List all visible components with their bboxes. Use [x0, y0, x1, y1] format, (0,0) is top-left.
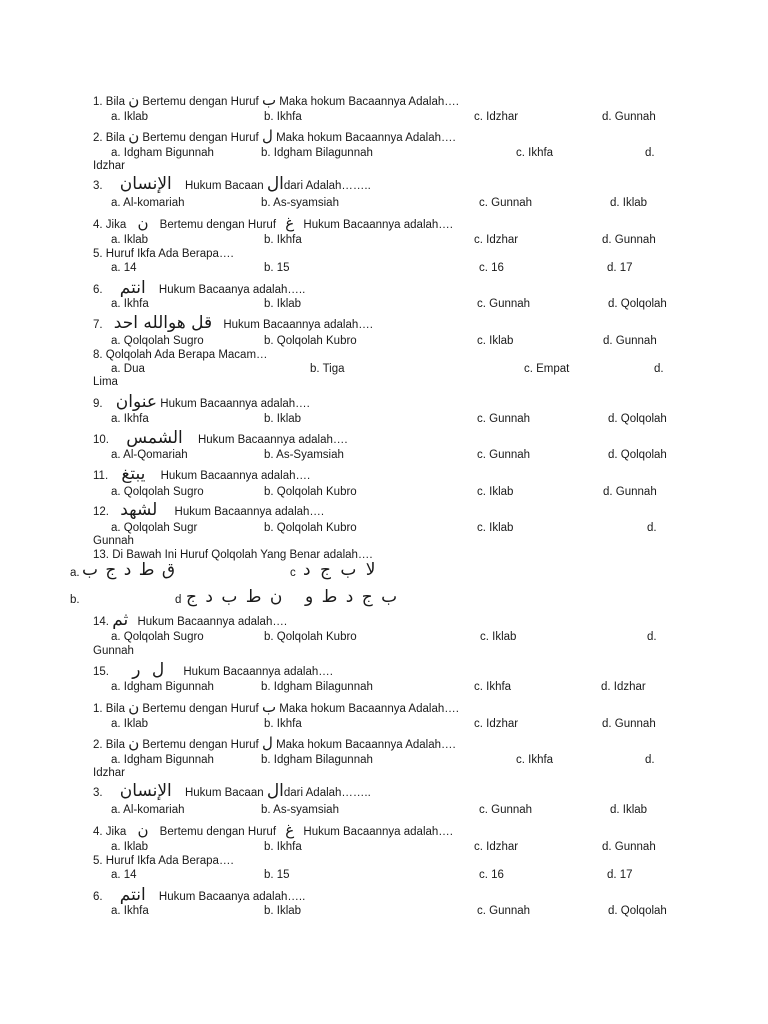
options-3: a. Al-komariah b. As-syamsiah c. Gunnah d. Iklab	[111, 197, 648, 209]
options-6: a. Ikhfa b. Iklab c. Gunnah d. Qolqolah	[111, 298, 667, 310]
options-10: a. Al-Qomariah b. As-Syamsiah c. Gunnah d. Qolqolah	[111, 449, 667, 461]
options-4: a. Iklab b. Ikhfa c. Idzhar d. Gunnah	[111, 234, 656, 246]
options-6-repeat: a. Ikhfa b. Iklab c. Gunnah d. Qolqolah	[111, 905, 667, 917]
question-7: 7. قل هوالله احد Hukum Bacaannya adalah….	[93, 313, 373, 333]
question-4-repeat: 4. Jika ن Bertemu dengan Huruf غ Hukum Bacaannya adalah….	[93, 821, 453, 839]
options-1-repeat: a. Iklab b. Ikhfa c. Idzhar d. Gunnah	[111, 718, 656, 730]
question-5-repeat: 5. Huruf Ikfa Ada Berapa….	[93, 855, 234, 867]
options-8: a. Dua b. Tiga c. Empat d.	[111, 363, 664, 375]
question-15: 15. ل ر Hukum Bacaannya adalah….	[93, 660, 333, 680]
options-15: a. Idgham Bigunnah b. Idgham Bilagunnah c. Ikhfa d. Idzhar	[111, 681, 646, 693]
options-13-line-1: a. ق ط د ج ب c لا ب ج د	[70, 560, 376, 580]
options-1: a. Iklab b. Ikhfa c. Idzhar d. Gunnah	[111, 111, 656, 123]
options-12: a. Qolqolah Sugr b. Qolqolah Kubro c. Iklab d.	[111, 522, 657, 534]
options-14: a. Qolqolah Sugro b. Qolqolah Kubro c. Iklab d.	[111, 631, 657, 643]
question-2-repeat: 2. Bila ن Bertemu dengan Huruf ل Maka hokum Bacaannya Adalah….	[93, 734, 456, 752]
question-3: 3. الإنسان Hukum Bacaan الdari Adalah……..	[93, 174, 371, 194]
arabic-letter: ن	[128, 91, 140, 109]
question-11: 11. يبتغ Hukum Bacaannya adalah….	[93, 464, 311, 484]
question-10: 10. الشمس Hukum Bacaannya adalah….	[93, 428, 348, 448]
question-5: 5. Huruf Ikfa Ada Berapa….	[93, 248, 234, 260]
options-9: a. Ikhfa b. Iklab c. Gunnah d. Qolqolah	[111, 413, 667, 425]
question-14: 14. ثم Hukum Bacaannya adalah….	[93, 610, 288, 630]
options-3-repeat: a. Al-komariah b. As-syamsiah c. Gunnah d. Iklab	[111, 804, 648, 816]
question-13: 13. Di Bawah Ini Huruf Qolqolah Yang Benar adalah….	[93, 549, 373, 561]
question-8: 8. Qolqolah Ada Berapa Macam…	[93, 349, 268, 361]
question-12: 12. لشهد Hukum Bacaannya adalah….	[93, 500, 325, 520]
document-page: 1. Bila ن Bertemu dengan Huruf ب Maka hokum Bacaannya Adalah…. a. Iklab b. Ikhfa c. Idzhar d. Gunnah 2. Bila ن Bertemu dengan Huruf ل Maka hokum Bacaannya Adalah…. a. Idgham Bigunnah b. Idgham Bilagunnah c. Ikhfa d. Idzhar 3. الإنسان Hukum Bacaan الdari Adalah…….. a. Al-komariah b. As-syamsiah c. Gunnah d. Iklab 4. Jika ن Bertemu dengan Huruf غ Hukum Bacaannya adalah…. a. Iklab b. Ikhfa c. Idzhar d. Gunnah 5. Huruf Ikfa Ada Berapa…. a. 14 b. 15 c. 16 d. 17 6. انتم Hukum Bacaanya adalah….. a. Ikhfa b. Iklab c. Gunnah d. Qolqolah 7. قل هوالله احد Hukum Bacaannya adalah…. a. Qolqolah Sugro b. Qolqolah Kubro c. Iklab d. Gunnah 8. Qolqolah Ada Berapa Macam… a. Dua b. Tiga c. Empat d. Lima 9. عنوان Hukum Bacaannya adalah…. a. Ikhfa b. Iklab c. Gunnah d. Qolqolah 10. الشمس Hukum Bacaannya adalah…. a. Al-Qomariah b. As-Syamsiah c. Gunnah d. Qolqolah 11. يبتغ Hukum Bacaannya adalah…. a. Qolqolah Sugro b. Qolqolah Kubro c. Iklab d. Gunnah 12. لشهد Hukum Bacaannya adalah…. a. Qolqolah Sugr b. Qolqolah Kubro c. Iklab d. Gunnah 13. Di Bawah Ini Huruf Qolqolah Yang Benar adalah…. a. ق ط د ج ب c لا ب ج د b. d ن ط ب د ج ب ج د ط و 14. ثم Hukum Bacaannya adalah…. a. Qolqolah Sugro b. Qolqolah Kubro c. Iklab d. Gunnah 15. ل ر Hukum Bacaannya adalah…. a. Idgham Bigunnah b. Idgham Bilagunnah c. Ikhfa d. Idzhar 1. Bila ن Bertemu dengan Huruf ب Maka hokum Bacaannya Adalah…. a. Iklab b. Ikhfa c. Idzhar d. Gunnah 2. Bila ن Bertemu dengan Huruf ل Maka hokum Bacaannya Adalah…. a. Idgham Bigunnah b. Idgham Bilagunnah c. Ikhfa d. Idzhar 3. الإنسان Hukum Bacaan الdari Adalah…….. a. Al-komariah b. As-syamsiah c. Gunnah d. Iklab 4. Jika ن Bertemu dengan Huruf غ Hukum Bacaannya adalah…. a. Iklab b. Ikhfa c. Idzhar d. Gunnah 5. Huruf Ikfa Ada Berapa…. a. 14 b. 15 c. 16 d. 17 6. انتم Hukum Bacaanya adalah….. a. Ikhfa b. Iklab c. Gunnah d. Qolqolah	[0, 0, 768, 1024]
arabic-letter: ب	[261, 91, 277, 109]
question-1-repeat: 1. Bila ن Bertemu dengan Huruf ب Maka hokum Bacaannya Adalah….	[93, 698, 459, 716]
options-13-line-2: b. d ن ط ب د ج ب ج د ط و	[70, 587, 398, 607]
question-6: 6. انتم Hukum Bacaanya adalah…..	[93, 278, 306, 298]
options-2-repeat: a. Idgham Bigunnah b. Idgham Bilagunnah c. Ikhfa d.	[111, 754, 655, 766]
options-4-repeat: a. Iklab b. Ikhfa c. Idzhar d. Gunnah	[111, 841, 656, 853]
options-7: a. Qolqolah Sugro b. Qolqolah Kubro c. Iklab d. Gunnah	[111, 335, 657, 347]
question-4: 4. Jika ن Bertemu dengan Huruf غ Hukum Bacaannya adalah….	[93, 214, 453, 232]
options-5-repeat: a. 14 b. 15 c. 16 d. 17	[111, 869, 633, 881]
question-9: 9. عنوان Hukum Bacaannya adalah….	[93, 392, 310, 412]
question-6-repeat: 6. انتم Hukum Bacaanya adalah…..	[93, 885, 306, 905]
question-3-repeat: 3. الإنسان Hukum Bacaan الdari Adalah……..	[93, 781, 371, 801]
question-1: 1. Bila ن Bertemu dengan Huruf ب Maka hokum Bacaannya Adalah….	[93, 91, 459, 109]
options-11: a. Qolqolah Sugro b. Qolqolah Kubro c. Iklab d. Gunnah	[111, 486, 657, 498]
options-5: a. 14 b. 15 c. 16 d. 17	[111, 262, 633, 274]
question-2: 2. Bila ن Bertemu dengan Huruf ل Maka hokum Bacaannya Adalah….	[93, 127, 456, 145]
options-2: a. Idgham Bigunnah b. Idgham Bilagunnah c. Ikhfa d.	[111, 147, 655, 159]
